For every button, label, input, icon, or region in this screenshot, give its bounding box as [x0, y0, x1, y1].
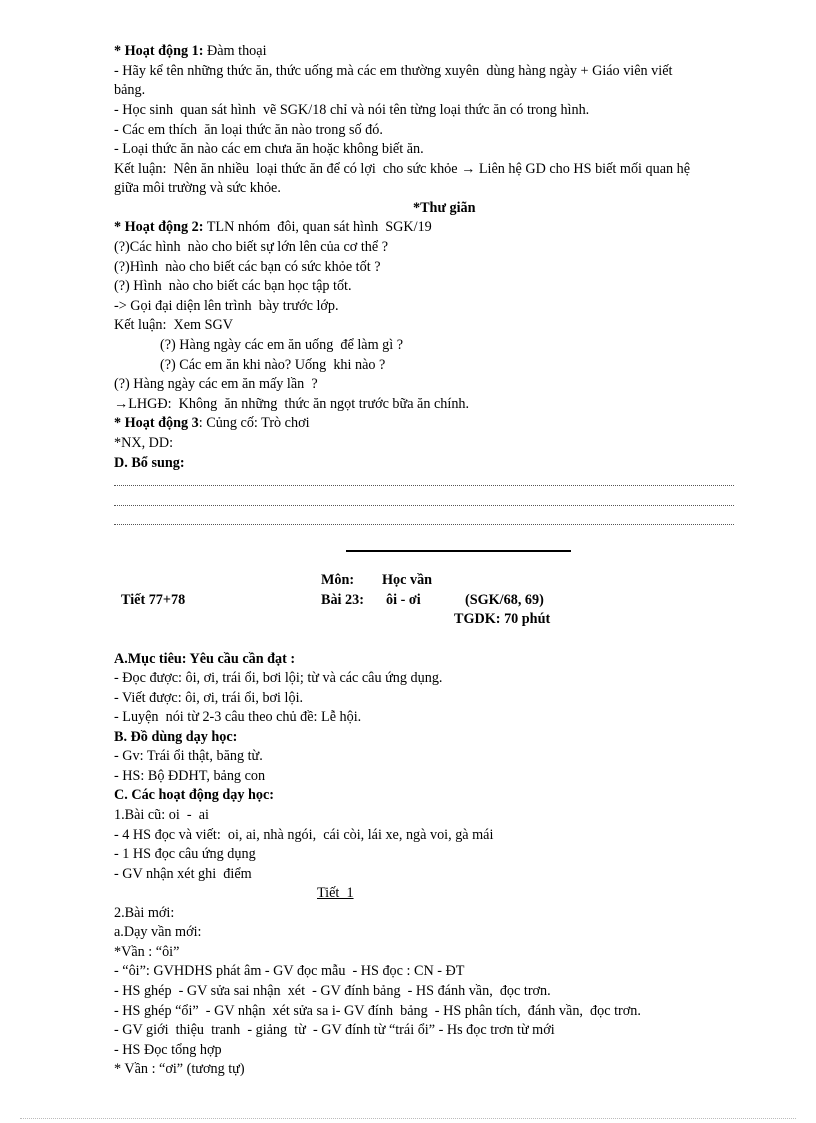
activity-2-title: TLN nhóm đôi, quan sát hình SGK/19 [203, 219, 432, 235]
activity-1-title: Đàm thoại [203, 43, 267, 59]
text-line: →LHGĐ: Không ăn những thức ăn ngọt trước bữa ăn chính. [114, 396, 470, 412]
question-line: (?) Các em ăn khi nào? Uống khi nào ? [160, 357, 386, 373]
section-divider [346, 550, 571, 552]
lesson-value: ôi - ơi [386, 592, 421, 608]
activity-2-label: * Hoạt động 2: [114, 219, 204, 235]
text-line: - Các em thích ăn loại thức ăn nào trong số đó. [114, 122, 383, 138]
text-line: - GV giới thiệu tranh - giảng từ - GV đính từ “trái ổi” - Hs đọc trơn từ mới [114, 1022, 555, 1038]
question-line: (?) Hình nào cho biết các bạn học tập tốt. [114, 278, 352, 294]
material-item: - Gv: Trái ổi thật, băng từ. [114, 748, 263, 764]
activities-heading: C. Các hoạt động dạy học: [114, 787, 275, 803]
text-line: -> Gọi đại diện lên trình bày trước lớp. [114, 298, 339, 314]
old-lesson-title: 1.Bài cũ: oi - ai [114, 807, 209, 823]
text-line: 2.Bài mới: [114, 905, 175, 921]
duration-value: 70 phút [504, 611, 551, 627]
lesson-label: Bài 23: [321, 592, 364, 608]
activity-1-label: * Hoạt động 1: [114, 43, 204, 59]
material-item: - HS: Bộ ĐDHT, bảng con [114, 768, 266, 784]
conclusion-line: Kết luận: Xem SGV [114, 317, 234, 333]
period-1-heading: Tiết 1 [317, 885, 354, 901]
relax-heading: *Thư giãn [413, 200, 476, 216]
objectives-heading: A.Mục tiêu: Yêu cầu cần đạt : [114, 651, 296, 667]
activity-2-line [114, 218, 432, 236]
activity-3-label: * Hoạt động 3 [114, 415, 199, 431]
subject-label: Môn: [321, 572, 355, 588]
period-label: Tiết 77+78 [121, 592, 186, 608]
text-line: - HS ghép - GV sửa sai nhận xét - GV đính bảng - HS đánh vần, đọc trơn. [114, 983, 551, 999]
text-line: - 1 HS đọc câu ứng dụng [114, 846, 256, 862]
page-bottom-border [20, 1118, 796, 1119]
question-line: (?)Hình nào cho biết các bạn có sức khỏe tốt ? [114, 259, 381, 275]
text-line: * Vần : “ơi” (tương tự) [114, 1061, 245, 1077]
activity-1-line [114, 42, 267, 60]
text-line: - 4 HS đọc và viết: oi, ai, nhà ngói, cái còi, lái xe, ngà voi, gà mái [114, 827, 494, 843]
text-line: *Vần : “ôi” [114, 944, 180, 960]
text-line: - HS ghép “ổi” - GV nhận xét sửa sa i- GV đính bảng - HS phân tích, đánh vần, đọc trơn. [114, 1003, 641, 1019]
question-line: (?) Hàng ngày các em ăn uống để làm gì ? [160, 337, 404, 353]
text-line: bảng. [114, 82, 146, 98]
objective-item: - Luyện nói từ 2-3 câu theo chủ đề: Lễ hội. [114, 709, 362, 725]
materials-heading: B. Đồ dùng dạy học: [114, 729, 238, 745]
text-line: - GV nhận xét ghi điểm [114, 866, 252, 882]
text-line: - Hãy kể tên những thức ăn, thức uống mà các em thường xuyên dùng hàng ngày + Giáo viên viết [114, 63, 673, 79]
text-line: a.Dạy vần mới: [114, 924, 202, 940]
supplement-heading: D. Bổ sung: [114, 455, 185, 471]
text-line: - HS Đọc tổng hợp [114, 1042, 222, 1058]
dotted-line [114, 505, 734, 506]
duration-line [454, 610, 550, 628]
activity-3-title: : Củng cố: Trò chơi [198, 415, 310, 431]
text-line: - “ôi”: GVHDHS phát âm - GV đọc mẫu - HS đọc : CN - ĐT [114, 963, 465, 979]
subject-value: Học vần [382, 572, 433, 588]
objective-item: - Đọc được: ôi, ơi, trái ổi, bơi lội; từ và các câu ứng dụng. [114, 670, 443, 686]
text-line: - Loại thức ăn nào các em chưa ăn hoặc không biết ăn. [114, 141, 424, 157]
dotted-line [114, 485, 734, 486]
text-line: *NX, DD: [114, 435, 174, 451]
activity-3-line [114, 414, 310, 432]
text-line: - Học sinh quan sát hình vẽ SGK/18 chỉ và nói tên từng loại thức ăn có trong hình. [114, 102, 590, 118]
dotted-line [114, 524, 734, 525]
objective-item: - Viết được: ôi, ơi, trái ổi, bơi lội. [114, 690, 304, 706]
question-line: (?)Các hình nào cho biết sự lớn lên của cơ thể ? [114, 239, 389, 255]
duration-label: TGDK: [454, 611, 501, 627]
conclusion-line: giữa môi trường và sức khỏe. [114, 180, 281, 196]
conclusion-line: Kết luận: Nên ăn nhiều loại thức ăn để có lợi cho sức khỏe → Liên hệ GD cho HS biết mối quan hệ [114, 161, 691, 177]
question-line: (?) Hàng ngày các em ăn mấy lần ? [114, 376, 318, 392]
textbook-reference: (SGK/68, 69) [465, 592, 544, 608]
